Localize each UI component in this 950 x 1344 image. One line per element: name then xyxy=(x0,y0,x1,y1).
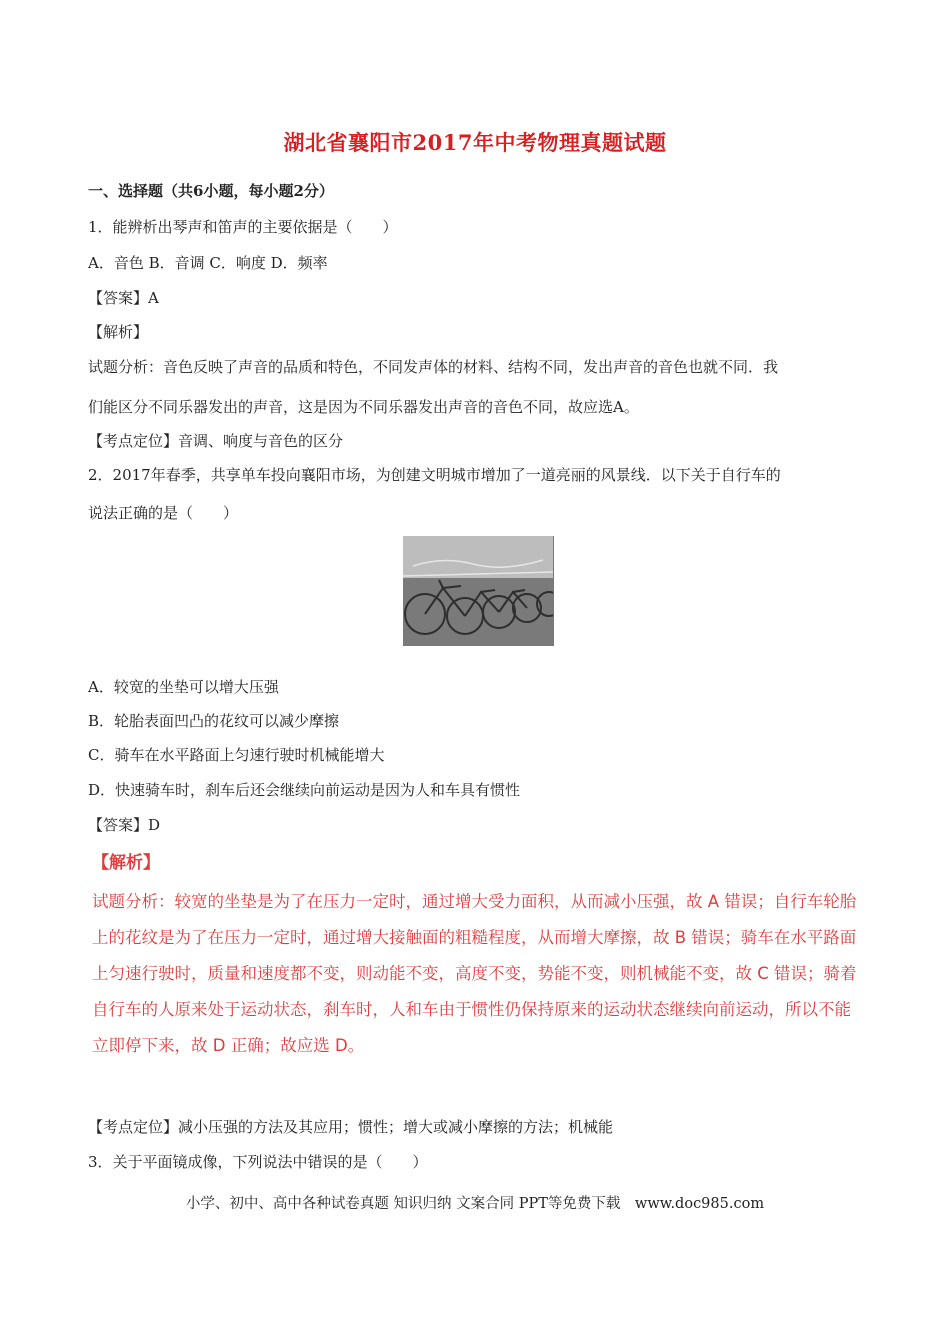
q3-stem: 3．关于平面镜成像，下列说法中错误的是（ ） xyxy=(88,1153,428,1171)
q2-analysis-body xyxy=(92,884,882,1064)
page-footer: 小学、初中、高中各种试卷真题 知识归纳 文案合同 PPT等免费下载 www.doc985.com xyxy=(185,1196,765,1212)
q2-stem: 2．2017年春季，共享单车投向襄阳市场，为创建文明城市增加了一道亮丽的风景线．以下关于自行车的 xyxy=(88,466,781,484)
q2-analysis-line: 自行车的人原来处于运动状态，刹车时，人和车由于惯性仍保持原来的运动状态继续向前运动，所以不能 xyxy=(92,1000,851,1019)
q1-stem: 1．能辨析出琴声和笛声的主要依据是（ ） xyxy=(88,218,398,236)
q2-analysis-line: 试题分析：较宽的坐垫是为了在压力一定时，通过增大受力面积，从而减小压强，故 A 错误；自行车轮胎 xyxy=(92,892,857,911)
q2-kaodian: 【考点定位】减小压强的方法及其应用；惯性；增大或减小摩擦的方法；机械能 xyxy=(88,1118,614,1136)
bicycles-photo xyxy=(403,536,554,646)
bicycles-illustration xyxy=(403,536,553,646)
q1-kaodian: 【考点定位】音调、响度与音色的区分 xyxy=(88,432,344,450)
q2-option-b: B．轮胎表面凹凸的花纹可以减少摩擦 xyxy=(88,712,340,730)
page-title: 湖北省襄阳市2017年中考物理真题试题 xyxy=(283,130,667,155)
q1-answer: 【答案】A xyxy=(88,289,159,307)
q2-option-a: A．较宽的坐垫可以增大压强 xyxy=(88,678,279,696)
q2-analysis-line: 上匀速行驶时，质量和速度都不变，则动能不变，高度不变，势能不变，则机械能不变，故 C 错误；骑着 xyxy=(92,964,857,983)
q1-analysis-label: 【解析】 xyxy=(88,323,149,341)
q2-analysis-label: 【解析】 xyxy=(92,853,160,873)
q2-stem: 说法正确的是（ ） xyxy=(88,504,239,522)
q1-analysis-line: 试题分析：音色反映了声音的品质和特色，不同发声体的材料、结构不同，发出声音的音色也就不同．我 xyxy=(88,358,779,376)
section-heading: 一、选择题（共6小题，每小题2分） xyxy=(88,182,334,200)
q2-option-d: D．快速骑车时，刹车后还会继续向前运动是因为人和车具有惯性 xyxy=(88,781,521,799)
q2-analysis-line: 上的花纹是为了在压力一定时，通过增大接触面的粗糙程度，从而增大摩擦，故 B 错误；骑车在水平路面 xyxy=(92,928,857,947)
q1-analysis-line: 们能区分不同乐器发出的声音，这是因为不同乐器发出声音的音色不同，故应选A。 xyxy=(88,398,639,416)
q2-answer: 【答案】D xyxy=(88,816,161,834)
q2-option-c: C．骑车在水平路面上匀速行驶时机械能增大 xyxy=(88,746,385,764)
q2-analysis-line: 立即停下来，故 D 正确；故应选 D。 xyxy=(92,1036,365,1055)
q1-options: A．音色 B．音调 C．响度 D．频率 xyxy=(88,254,328,272)
